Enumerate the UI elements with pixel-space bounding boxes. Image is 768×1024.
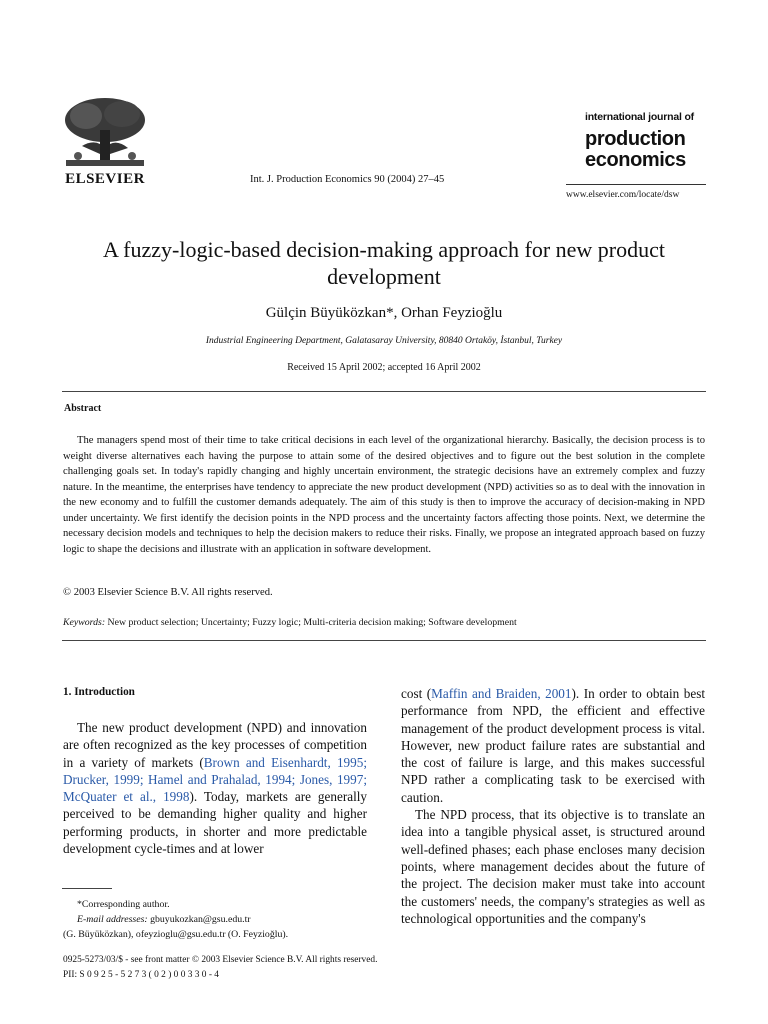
received-dates: Received 15 April 2002; accepted 16 April 2002 bbox=[287, 362, 481, 373]
journal-logo-line2: production bbox=[585, 127, 686, 150]
col2-paragraph-1 bbox=[401, 685, 705, 806]
abstract-text: The managers spend most of their time to take critical decisions in each level of the organizational hierarchy. Basically, the decision process is to weight diverse alternatives each having the purpose to attain some of the desired objectives and to figure out the best solution in the complete challenging goals set. In today's rapidly changing and highly uncertain environment, the strategic decisions have an extremely complex and fuzzy nature. In the meantime, the enterprises have tendency to appreciate the new product development (NPD) activities so as to deal with the innovation in the new economy and to fulfill the customer demands adequately. The aim of this study is then to improve the accuracy of decision-making in NPD under uncertainty. We first identify the decision points in the NPD process and the uncertainty factors affecting those points. Next, we determine the necessary decision models and techniques to help the decision makers to reduce their risks. Finally, we propose an integrated approach based on fuzzy logic to shape the decisions and illustrate with an application in software development. bbox=[63, 435, 705, 555]
keywords-label: Keywords: bbox=[63, 617, 106, 628]
footnote bbox=[63, 897, 288, 942]
body-column-right bbox=[401, 685, 705, 927]
publisher-name: ELSEVIER bbox=[65, 171, 145, 187]
citation-link[interactable]: Brown and Eisenhardt, 1995; Drucker, 1999; Hamel and Prahalad, 1994; Jones, 1997; McQuater et al., 1998 bbox=[63, 754, 367, 805]
journal-logo-line1: international journal of bbox=[585, 111, 694, 123]
journal-url[interactable]: www.elsevier.com/locate/dsw bbox=[566, 190, 680, 200]
footnote-corresponding: *Corresponding author. bbox=[77, 899, 170, 910]
journal-divider bbox=[566, 184, 706, 185]
footnote-emails-2: (G. Büyüközkan), ofeyzioglu@gsu.edu.tr (O. Feyzioğlu). bbox=[63, 929, 289, 940]
citation-link[interactable]: Maffin and Braiden, 2001 bbox=[431, 686, 572, 701]
col1-text-a: The new product development (NPD) and innovation are often recognized as the key processes of competition in a variety of markets ( bbox=[63, 720, 367, 770]
page-footer bbox=[63, 953, 377, 983]
footnote-email-1[interactable]: gbuyukozkan@gsu.edu.tr bbox=[150, 914, 251, 925]
footer-pii: PII: S 0 9 2 5 - 5 2 7 3 ( 0 2 ) 0 0 3 3 0 - 4 bbox=[63, 970, 219, 980]
section-heading: 1. Introduction bbox=[63, 686, 135, 698]
paper-authors: Gülçin Büyüközkan*, Orhan Feyzioğlu bbox=[265, 305, 503, 321]
col2-text-a: cost ( bbox=[401, 686, 432, 701]
divider-bottom bbox=[62, 640, 706, 641]
col1-text-b: ). Today, markets are generally perceived to be demanding higher quality and higher performing products, in shorter and more predictable development cycle-times and at lower bbox=[63, 789, 367, 857]
abstract-copyright: © 2003 Elsevier Science B.V. All rights reserved. bbox=[63, 587, 273, 598]
journal-citation: Int. J. Production Economics 90 (2004) 27–45 bbox=[250, 174, 445, 185]
paper-title: A fuzzy-logic-based decision-making approach for new product development bbox=[102, 237, 666, 289]
footnote-emails bbox=[63, 912, 288, 927]
body-column-left bbox=[63, 719, 367, 857]
footnote-rule bbox=[62, 888, 112, 889]
keywords-text: New product selection; Uncertainty; Fuzzy logic; Multi-criteria decision making; Software development bbox=[107, 617, 517, 628]
journal-logo bbox=[585, 112, 694, 170]
footer-line-1: 0925-5273/03/$ - see front matter © 2003 Elsevier Science B.V. All rights reserved. bbox=[63, 955, 378, 965]
author-affiliation: Industrial Engineering Department, Galatasaray University, 80840 Ortaköy, İstanbul, Turkey bbox=[205, 336, 563, 346]
col2-text-b: ). In order to obtain best performance from NPD, the efficient and effective management of the product development process is vital. However, new product failure rates are substantial and the cost of failure is large, and this makes successful NPD rather a complicating task to be exercised with caution. bbox=[401, 686, 705, 805]
col2-paragraph-2: The NPD process, that its objective is to translate an idea into a tangible physical asset, is structured around well-defined phases; each phase encloses many decision points, where management decides about the future of the project. The decision maker must take into account the customers' needs, the company's strategies as well as technological opportunities and the company's bbox=[401, 807, 705, 926]
elsevier-tree-logo bbox=[62, 96, 148, 170]
keywords bbox=[63, 617, 517, 628]
divider-top bbox=[62, 391, 706, 392]
footnote-email-label: E-mail addresses: bbox=[77, 914, 148, 925]
journal-logo-line3: economics bbox=[585, 148, 686, 171]
abstract-heading: Abstract bbox=[64, 403, 102, 414]
